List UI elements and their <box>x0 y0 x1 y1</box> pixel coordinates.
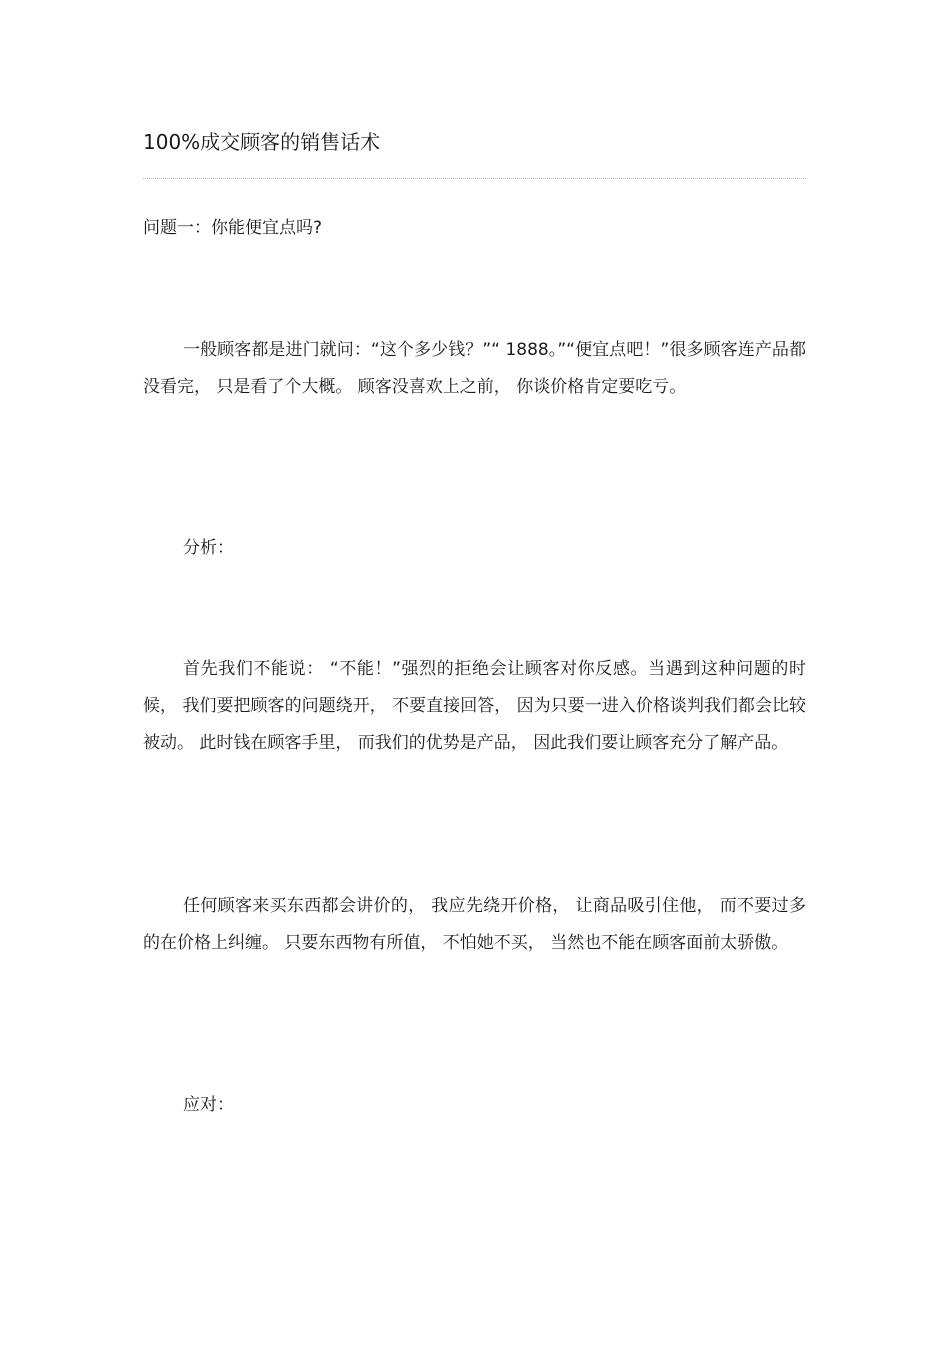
analysis-paragraph-1: 首先我们不能说： “不能！”强烈的拒绝会让顾客对你反感。当遇到这种问题的时候， 我们要把顾客的问题绕开， 不要直接回答， 因为只要一进入价格谈判我们都会比较被动。 此时钱在顾客手里， 而我们的优势是产品， 因此我们要让顾客充分了解产品。 <box>143 659 806 753</box>
response-label: 应对： <box>183 1095 234 1115</box>
analysis-paragraph-2: 任何顾客来买东西都会讲价的， 我应先绕开价格， 让商品吸引住他， 而不要过多的在价格上纠缠。 只要东西物有所值， 不怕她不买， 当然也不能在顾客面前太骄傲。 <box>143 896 806 953</box>
question-heading: 问题一：你能便宜点吗? <box>143 218 323 238</box>
title-divider <box>143 178 806 179</box>
document-title: 100%成交顾客的销售话术 <box>143 130 381 154</box>
analysis-label: 分析： <box>183 538 234 558</box>
intro-paragraph: 一般顾客都是进门就问：“这个多少钱？”“ 1888。”“便宜点吧！”很多顾客连产品都没看完， 只是看了个大概。 顾客没喜欢上之前， 你谈价格肯定要吃亏。 <box>143 340 806 397</box>
